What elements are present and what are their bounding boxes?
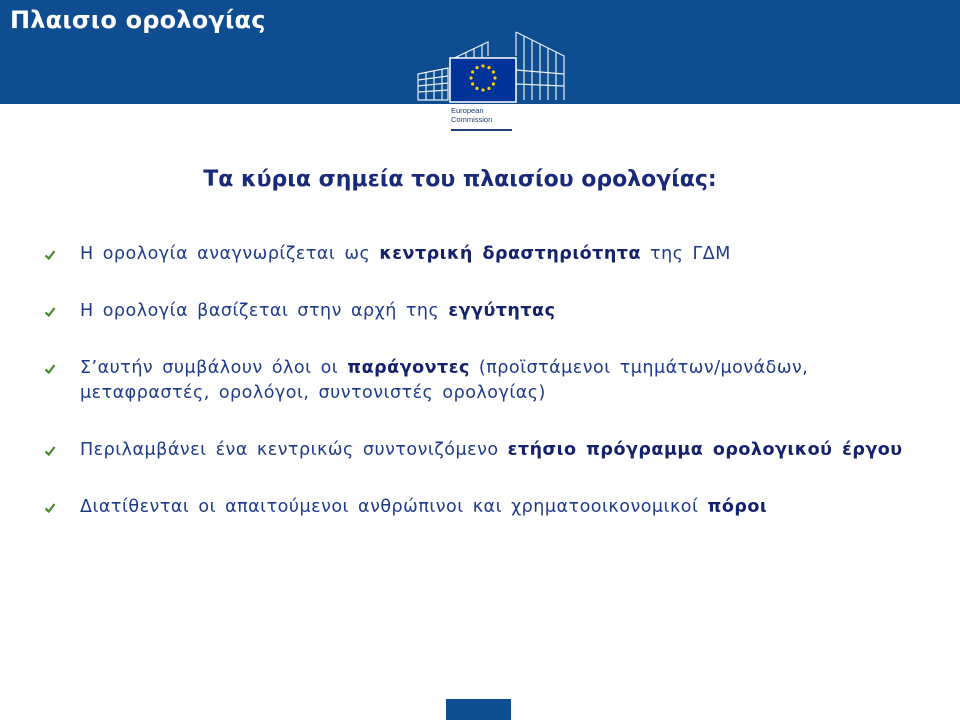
bullet-text: Περιλαμβάνει ένα κεντρικώς συντονιζόμενο (80, 440, 508, 460)
bullet-text-end: της ΓΔΜ (640, 244, 731, 264)
logo-underline (451, 129, 512, 131)
bullet-item (44, 495, 924, 520)
bullet-item (44, 438, 924, 463)
logo-caption-line1: European (451, 106, 484, 115)
bullet-item (44, 242, 924, 267)
footer-tab (446, 699, 511, 720)
bullet-text-end: (προϊστάμενοι τμημάτων/μονάδων, μεταφραστές, ορολόγοι, συντονιστές ορολογίας) (80, 358, 809, 403)
bullet-keyword: πόροι (707, 497, 768, 517)
bullet-text: Διατίθενται οι απαιτούμενοι ανθρώπινοι και χρηματοοικονομικοί (80, 497, 708, 517)
check-icon (44, 445, 56, 457)
bullet-list (44, 242, 924, 520)
logo-caption (451, 106, 521, 124)
check-icon (44, 306, 56, 318)
bullet-keyword: παράγοντες (347, 358, 470, 378)
slide-title: Πλαισιο ορολογίας (10, 6, 266, 34)
bullet-keyword: ετήσιο πρόγραμμα ορολογικού έργου (507, 440, 903, 460)
bullet-text: Η ορολογία αναγνωρίζεται ως (80, 244, 380, 264)
bullet-keyword: εγγύτητας (448, 301, 556, 321)
bullet-item (44, 299, 924, 324)
content-heading: Τα κύρια σημεία του πλαισίου ορολογίας: (203, 167, 717, 192)
bullet-item (44, 356, 924, 406)
bullet-text: Η ορολογία βασίζεται στην αρχή της (80, 301, 449, 321)
check-icon (44, 502, 56, 514)
bullet-keyword: κεντρική δραστηριότητα (379, 244, 641, 264)
check-icon (44, 249, 56, 261)
logo-caption-line2: Commission (451, 115, 493, 124)
bullet-text: Σ’αυτήν συμβάλουν όλοι οι (80, 358, 348, 378)
check-icon (44, 363, 56, 375)
